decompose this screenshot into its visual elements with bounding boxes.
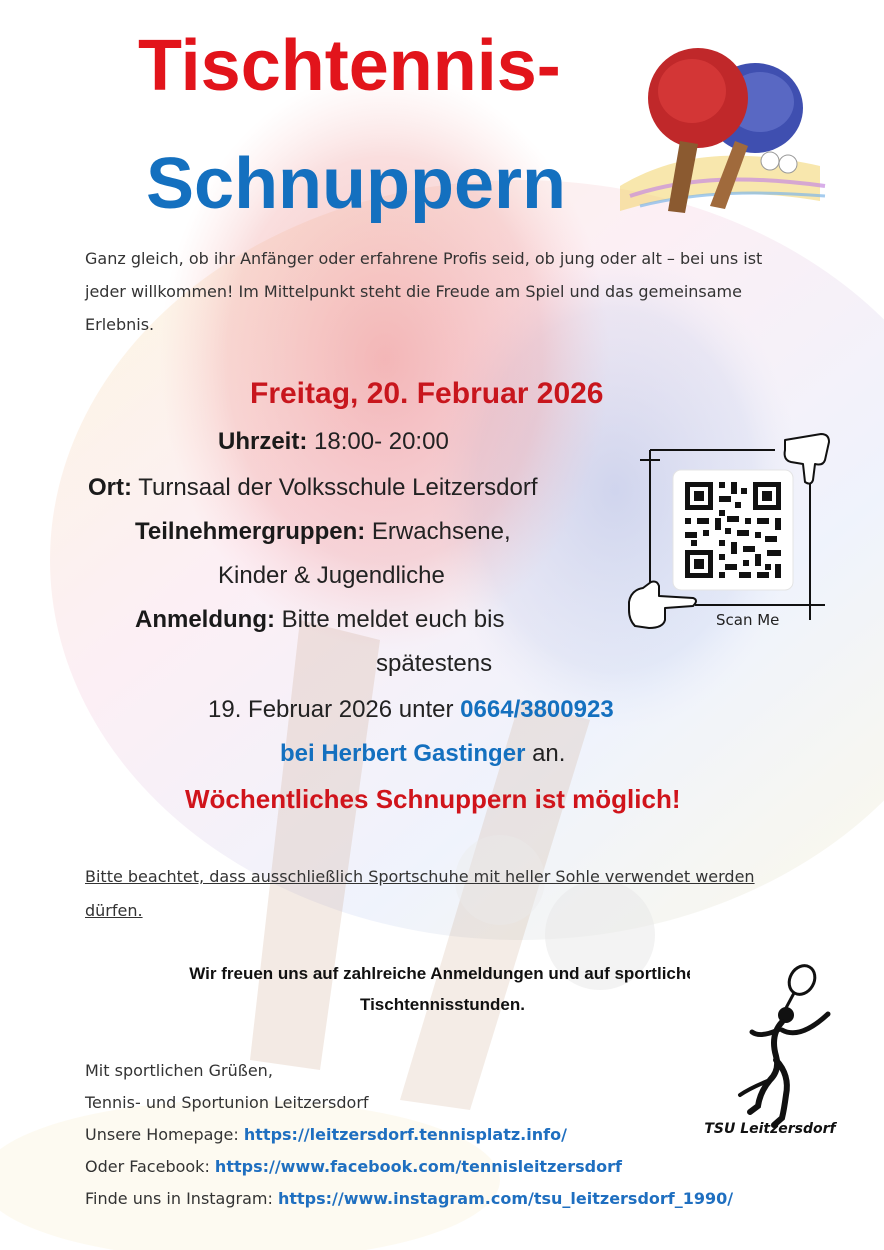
greeting: Mit sportlichen Grüßen, bbox=[85, 1061, 273, 1080]
event-groups-line bbox=[135, 518, 511, 546]
place-value: Turnsaal der Volksschule Leitzersdorf bbox=[138, 474, 538, 501]
tsu-logo-text: TSU Leitzersdorf bbox=[704, 1121, 836, 1137]
event-signup-line bbox=[135, 606, 504, 634]
facebook-label: Oder Facebook: bbox=[85, 1157, 210, 1176]
place-label: Ort: bbox=[88, 474, 132, 501]
qr-scan-label: Scan Me bbox=[716, 611, 780, 629]
homepage-link[interactable]: https://leitzersdorf.tennisplatz.info/ bbox=[243, 1125, 567, 1144]
signup-deadline: 19. Februar 2026 unter bbox=[208, 696, 454, 723]
intro-paragraph: Ganz gleich, ob ihr Anfänger oder erfahrene Profis seid, ob jung oder alt – bei uns ist jeder willkommen! Im Mittelpunkt steht die Freude am Spiel und das gemeinsame Erlebnis. bbox=[85, 249, 763, 334]
weekly-note: Wöchentliches Schnuppern ist möglich! bbox=[185, 784, 681, 814]
event-time-line bbox=[218, 428, 449, 456]
event-date: Freitag, 20. Februar 2026 bbox=[250, 377, 604, 410]
qr-code-frame[interactable] bbox=[625, 420, 845, 640]
shoe-notice-text: Bitte beachtet, dass ausschließlich Sportschuhe mit heller Sohle verwendet werden dürfen. bbox=[85, 867, 755, 920]
phone-number[interactable]: 0664/3800923 bbox=[460, 696, 614, 723]
shoe-notice bbox=[85, 860, 775, 928]
facebook-row bbox=[85, 1151, 733, 1183]
club-name: Tennis- und Sportunion Leitzersdorf bbox=[85, 1093, 369, 1112]
groups-value: Erwachsene, bbox=[371, 518, 511, 545]
event-contact-line bbox=[280, 740, 565, 768]
instagram-row bbox=[85, 1183, 733, 1215]
page-title-line-1: Tischtennis- bbox=[138, 26, 561, 106]
instagram-label: Finde uns in Instagram: bbox=[85, 1189, 273, 1208]
event-signup-line-2: spätestens bbox=[376, 650, 493, 677]
event-groups-line-2: Kinder & Jugendliche bbox=[218, 562, 445, 589]
contact-name: bei Herbert Gastinger bbox=[280, 740, 526, 767]
event-signup-line-3 bbox=[208, 696, 614, 724]
time-value: 18:00- 20:00 bbox=[314, 428, 449, 455]
event-place-line bbox=[88, 474, 538, 502]
instagram-link[interactable]: https://www.instagram.com/tsu_leitzersdorf_1990/ bbox=[277, 1189, 734, 1208]
groups-label: Teilnehmergruppen: bbox=[135, 518, 366, 545]
paddles-illustration bbox=[610, 36, 830, 216]
contact-suffix: an. bbox=[532, 740, 566, 767]
time-label: Uhrzeit: bbox=[218, 428, 308, 455]
signoff-block bbox=[85, 1055, 733, 1215]
tsu-logo-player-figure bbox=[690, 960, 855, 1145]
homepage-row bbox=[85, 1119, 733, 1151]
signup-text: Bitte meldet euch bis bbox=[281, 606, 505, 633]
page-title-line-2: Schnuppern bbox=[146, 144, 567, 224]
facebook-link[interactable]: https://www.facebook.com/tennisleitzersdorf bbox=[214, 1157, 622, 1176]
homepage-label: Unsere Homepage: bbox=[85, 1125, 239, 1144]
signup-label: Anmeldung: bbox=[135, 606, 275, 633]
closing-statement: Wir freuen uns auf zahlreiche Anmeldungen und auf sportliche Tischtennisstunden. bbox=[189, 964, 696, 1014]
